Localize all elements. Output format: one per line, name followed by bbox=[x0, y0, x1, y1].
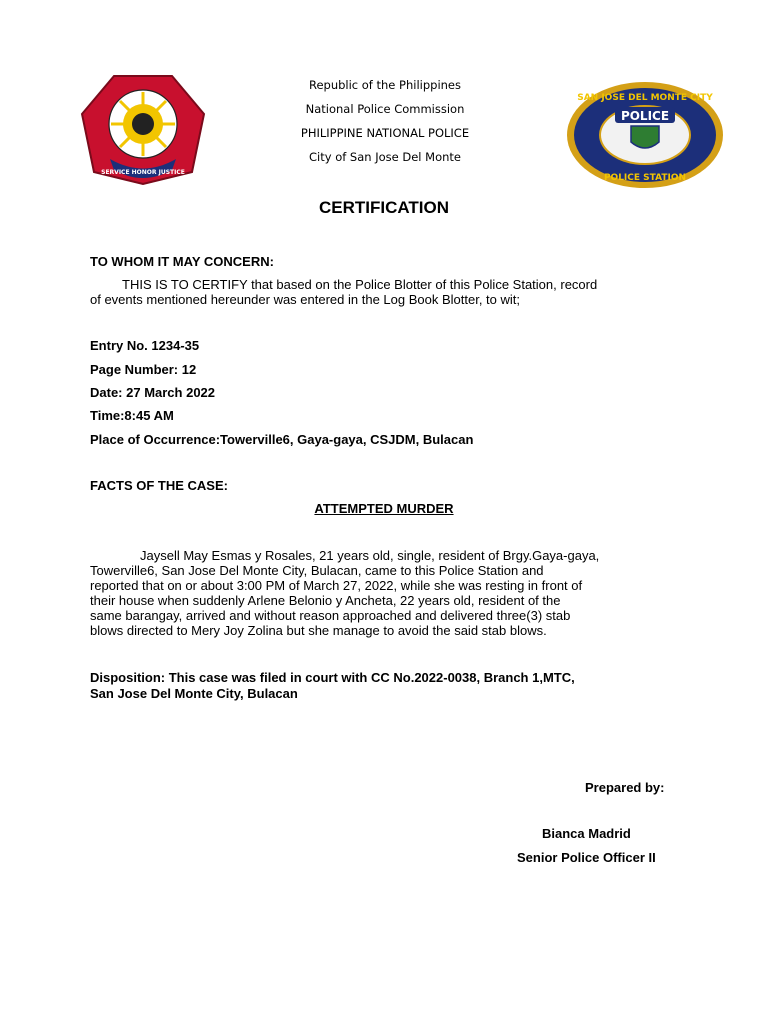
narrative-line-4: their house when suddenly Arlene Belonio y Ancheta, 22 years old, resident of the bbox=[90, 593, 561, 608]
page-number: Page Number: 12 bbox=[90, 362, 197, 377]
disposition-line-1: Disposition: This case was filed in court with CC No.2022-0038, Branch 1,MTC, bbox=[90, 670, 575, 685]
header-pnp: PHILIPPINE NATIONAL POLICE bbox=[300, 126, 470, 140]
incident-date: Date: 27 March 2022 bbox=[90, 385, 216, 400]
header-republic: Republic of the Philippines bbox=[308, 78, 462, 92]
header-city: City of San Jose Del Monte bbox=[309, 150, 461, 164]
case-title: ATTEMPTED MURDER bbox=[314, 501, 454, 516]
prepared-by-label: Prepared by: bbox=[585, 780, 665, 795]
intro-line-1: THIS IS TO CERTIFY that based on the Police Blotter of this Police Station, record bbox=[122, 277, 598, 292]
svg-text:POLICE: POLICE bbox=[620, 109, 670, 123]
entry-number: Entry No. 1234-35 bbox=[90, 338, 200, 353]
narrative-line-2: Towerville6, San Jose Del Monte City, Bulacan, came to this Police Station and bbox=[90, 563, 544, 578]
narrative-line-6: blows directed to Mery Joy Zolina but she manage to avoid the said stab blows. bbox=[90, 623, 547, 638]
svg-text:SERVICE HONOR JUSTICE: SERVICE HONOR JUSTICE bbox=[101, 169, 185, 176]
officer-name: Bianca Madrid bbox=[542, 826, 631, 841]
page-title: CERTIFICATION bbox=[318, 198, 449, 217]
intro-line-2: of events mentioned hereunder was entered in the Log Book Blotter, to wit; bbox=[90, 292, 520, 307]
header-napolcom: National Police Commission bbox=[305, 102, 465, 116]
salutation: TO WHOM IT MAY CONCERN: bbox=[90, 254, 274, 269]
officer-rank: Senior Police Officer II bbox=[517, 850, 656, 865]
svg-text:SAN JOSE DEL MONTE CITY: SAN JOSE DEL MONTE CITY bbox=[577, 93, 713, 103]
sjdm-police-station-seal bbox=[565, 80, 725, 190]
disposition-line-2: San Jose Del Monte City, Bulacan bbox=[90, 686, 298, 701]
facts-heading: FACTS OF THE CASE: bbox=[90, 478, 228, 493]
narrative-line-5: same barangay, arrived and without reason approached and delivered three(3) stab bbox=[90, 608, 571, 623]
place-of-occurrence: Place of Occurrence:Towerville6, Gaya-gaya, CSJDM, Bulacan bbox=[90, 432, 474, 447]
pnp-seal-logo bbox=[80, 74, 206, 186]
narrative-line-3: reported that on or about 3:00 PM of March 27, 2022, while she was resting in front of bbox=[90, 578, 583, 593]
svg-text:POLICE STATION: POLICE STATION bbox=[603, 173, 687, 183]
narrative-line-1: Jaysell May Esmas y Rosales, 21 years old, single, resident of Brgy.Gaya-gaya, bbox=[140, 548, 600, 563]
incident-time: Time:8:45 AM bbox=[90, 408, 174, 423]
